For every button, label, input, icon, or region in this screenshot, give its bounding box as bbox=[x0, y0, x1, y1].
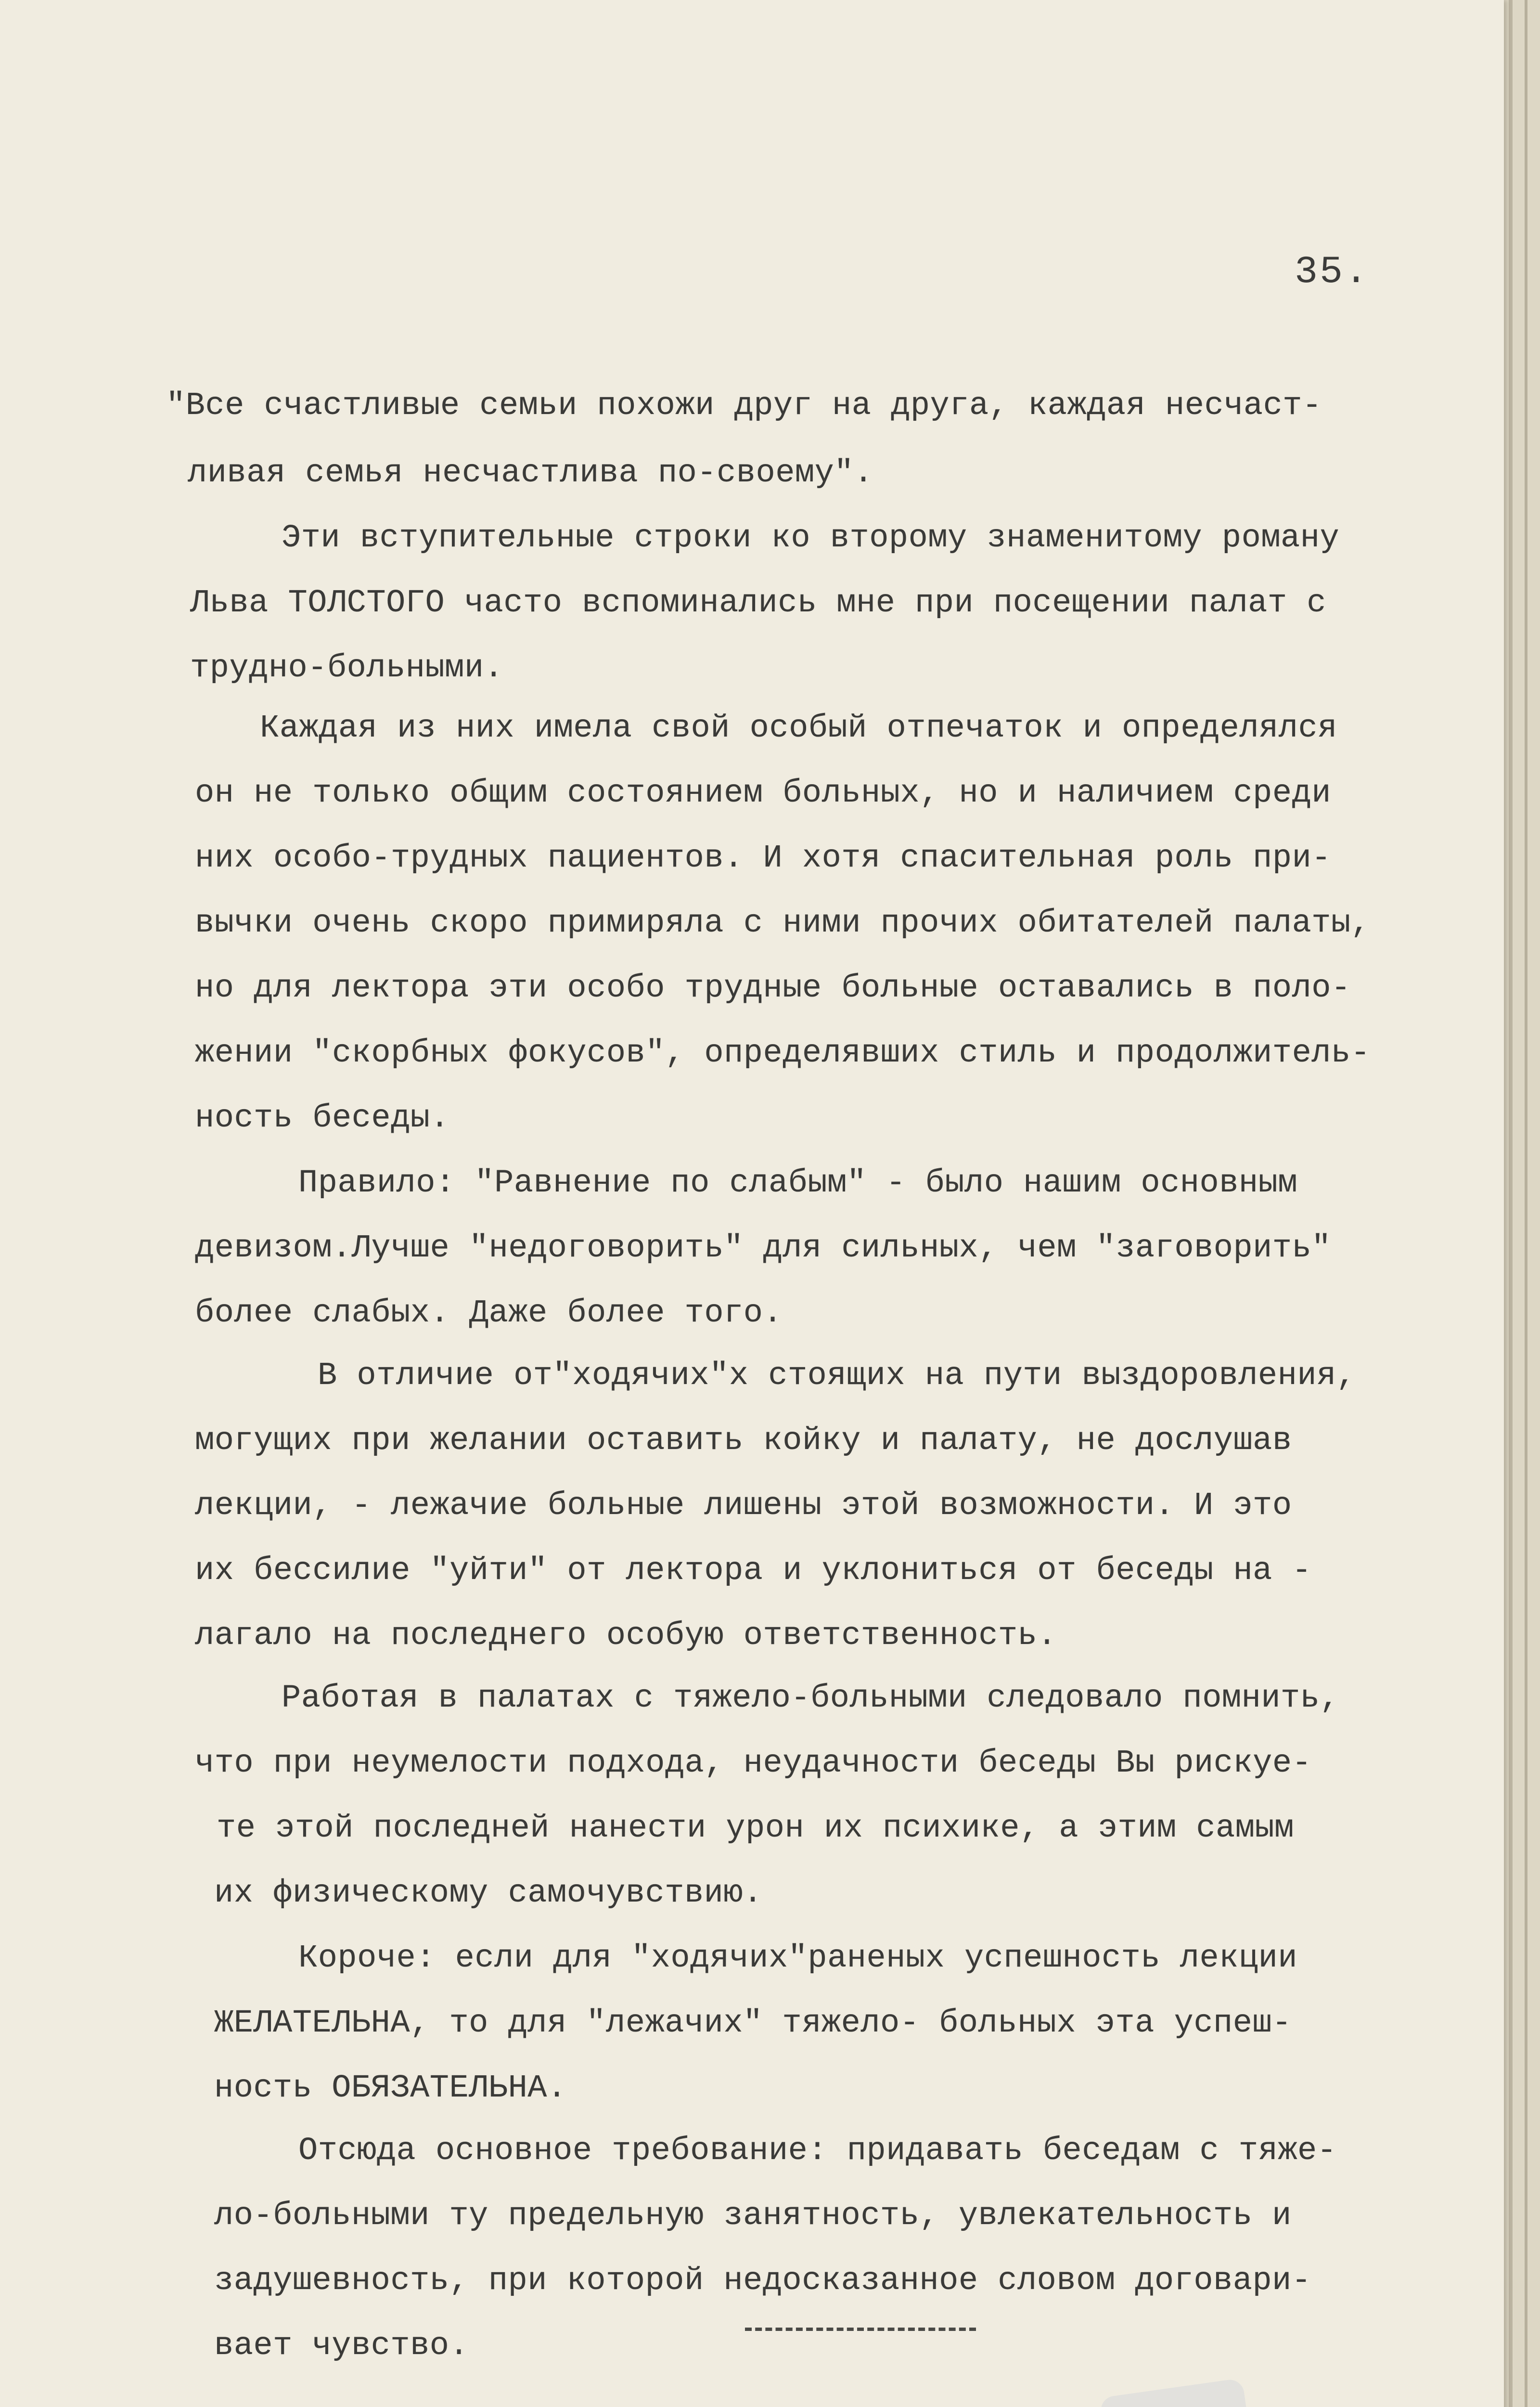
text-line: что при неумелости подхода, неудачности беседы Вы рискуе- bbox=[195, 1745, 1312, 1782]
text-line: Эти вступительные строки ко второму знаменитому роману bbox=[282, 520, 1340, 556]
text-line: Правило: "Равнение по слабым" - было нашим основным bbox=[298, 1165, 1298, 1202]
text-line: Работая в палатах с тяжело-больными следовало помнить, bbox=[282, 1680, 1340, 1717]
text-line: Короче: если для "ходячих"раненых успешность лекции bbox=[298, 1940, 1298, 1977]
text-line: но для лектора эти особо трудные больные оставались в поло- bbox=[195, 970, 1351, 1007]
text-line: их физическому самочувствию. bbox=[214, 1875, 763, 1912]
text-line: он не только общим состоянием больных, но и наличием среди bbox=[195, 775, 1331, 812]
text-line: Каждая из них имела свой особый отпечаток и определялся bbox=[260, 710, 1337, 747]
text-line: вычки очень скоро примиряла с ними прочих обитателей палаты, bbox=[195, 905, 1371, 942]
text-line: жении "скорбных фокусов", определявших стиль и продолжитель- bbox=[195, 1035, 1371, 1072]
text-line: те этой последней нанести урон их психике, а этим самым bbox=[217, 1810, 1294, 1847]
text-line: могущих при желании оставить койку и палату, не дослушав bbox=[195, 1423, 1292, 1459]
text-line: ность беседы. bbox=[195, 1100, 450, 1137]
text-line: девизом.Лучше "недоговорить" для сильных, чем "заговорить" bbox=[195, 1230, 1331, 1267]
faded-stamp-mark bbox=[1099, 2378, 1249, 2407]
text-line: ливая семья несчастлива по-своему". bbox=[188, 455, 873, 492]
text-line: Отсюда основное требование: придавать беседам с тяже- bbox=[298, 2133, 1337, 2169]
page-number: 35. bbox=[1295, 250, 1370, 294]
text-line: трудно-больными. bbox=[190, 650, 504, 686]
text-line: лекции, - лежачие больные лишены этой возможности. И это bbox=[195, 1488, 1292, 1524]
closing-dash-rule bbox=[745, 2328, 976, 2335]
text-line: задушевность, при которой недосказанное словом договари- bbox=[214, 2263, 1311, 2299]
text-line: более слабых. Даже более того. bbox=[195, 1295, 783, 1332]
text-line: их бессилие "уйти" от лектора и уклониться от беседы на - bbox=[195, 1553, 1312, 1589]
text-line: ло-больными ту предельную занятность, увлекательность и bbox=[214, 2198, 1292, 2234]
text-line: вает чувство. bbox=[214, 2328, 469, 2364]
text-line: ность ОБЯЗАТЕЛЬНА. bbox=[214, 2070, 567, 2107]
text-line: ЖЕЛАТЕЛЬНА, то для "лежачих" тяжело- больных эта успеш- bbox=[214, 2005, 1292, 2042]
text-line: В отличие от"ходячих"х стоящих на пути выздоровления, bbox=[318, 1358, 1356, 1394]
text-line: Льва ТОЛСТОГО часто вспоминались мне при посещении палат с bbox=[190, 585, 1326, 621]
page-stack-edge-line bbox=[1509, 0, 1513, 2407]
text-line: них особо-трудных пациентов. И хотя спасительная роль при- bbox=[195, 840, 1331, 877]
text-line: "Все счастливые семьи похожи друг на друга, каждая несчаст- bbox=[166, 388, 1322, 424]
page-stack-edge-line bbox=[1525, 0, 1527, 2407]
text-line: лагало на последнего особую ответственность. bbox=[195, 1618, 1057, 1654]
